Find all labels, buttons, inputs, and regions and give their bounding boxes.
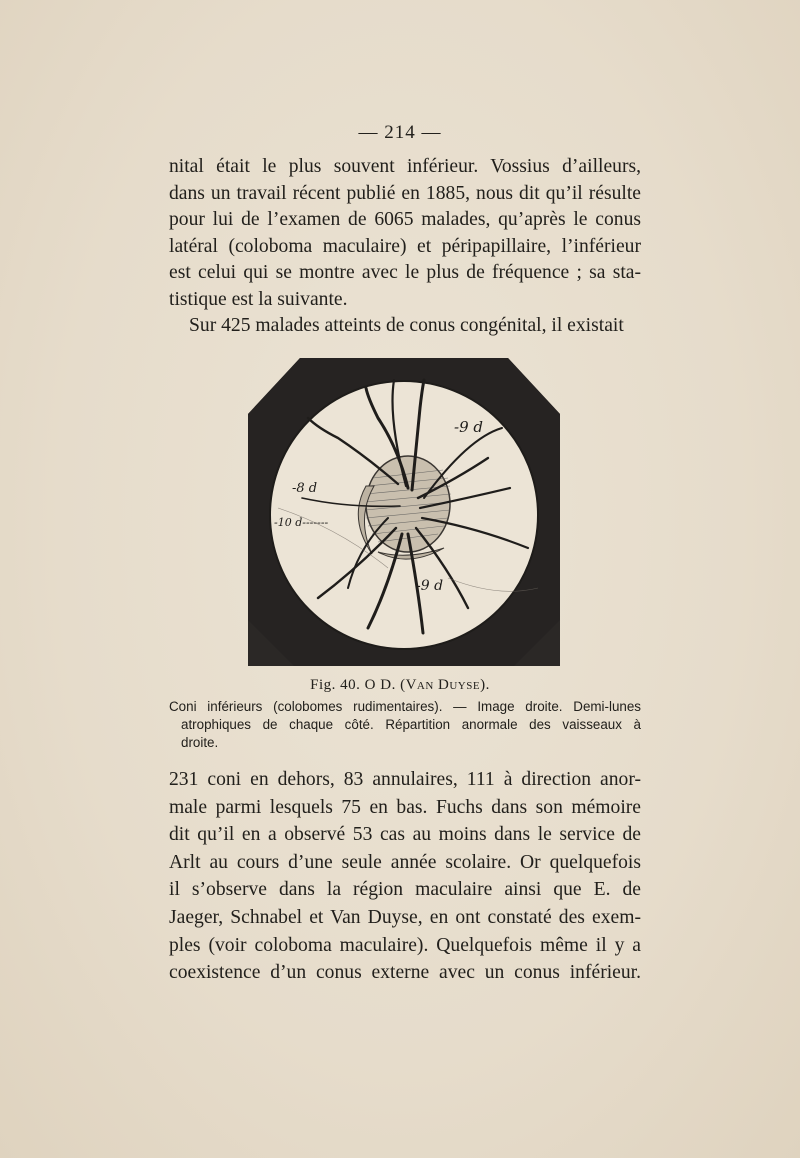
label-9d-top: -9 d xyxy=(454,418,483,436)
text-line: Sur 425 malades atteints de conus congénital, il existait xyxy=(189,315,624,336)
text-line: est celui qui se montre avec le plus de fréquence ; sa sta- xyxy=(169,262,641,283)
text-line: 231 coni en dehors, 83 annulaires, 111 à direction anor- xyxy=(169,769,641,790)
label-9d-bottom: -9 d xyxy=(416,578,444,594)
text-line: dit qu’il en a observé 53 cas au moins dans le service de xyxy=(169,824,641,846)
text-line: nital était le plus souvent inférieur. Vossius d’ailleurs, xyxy=(169,156,641,177)
caption-title-author: Van Duyse xyxy=(405,677,481,693)
fundus-illustration xyxy=(248,358,560,666)
text-line: latéral (coloboma maculaire) et péripapillaire, l’inférieur xyxy=(169,235,641,257)
caption-line: Coni inférieurs (colobomes rudimentaires). — Image droite. Demi-lunes xyxy=(169,699,641,714)
text-line: Arlt au cours d’une seule année scolaire. Or quelquefois xyxy=(169,851,641,873)
text-line: tistique est la suivante. xyxy=(169,288,348,310)
caption-title-prefix: Fig. 40. O D. ( xyxy=(310,677,406,693)
paragraph-2 xyxy=(169,313,641,340)
paragraph-1 xyxy=(169,154,641,313)
caption-title-suffix: ). xyxy=(480,677,490,693)
text-line: Jaeger, Schnabel et Van Duyse, en ont constaté des exem- xyxy=(169,906,641,928)
text-line: pour lui de l’examen de 6065 malades, qu’après le conus xyxy=(169,209,641,230)
figure-caption-text xyxy=(169,698,641,752)
label-10d: -10 d------- xyxy=(274,516,329,529)
page-number: — 214 — xyxy=(358,122,442,143)
figure-caption-title xyxy=(0,677,800,694)
text-line: ples (voir coloboma maculaire). Quelquefois même il y a xyxy=(169,934,641,956)
text-line: dans un travail récent publié en 1885, nous dit qu’il résulte xyxy=(169,182,641,204)
caption-line: droite. xyxy=(181,735,219,750)
paragraph-3 xyxy=(169,766,641,987)
caption-line: atrophiques de chaque côté. Répartition anormale des vaisseaux à xyxy=(181,717,641,732)
text-line: male parmi lesquels 75 en bas. Fuchs dans son mémoire xyxy=(169,796,641,818)
text-line: il s’observe dans la région maculaire ainsi que E. de xyxy=(169,879,641,901)
label-8d: -8 d xyxy=(292,481,318,496)
text-line: coexistence d’un conus externe avec un conus inférieur. xyxy=(169,962,641,984)
